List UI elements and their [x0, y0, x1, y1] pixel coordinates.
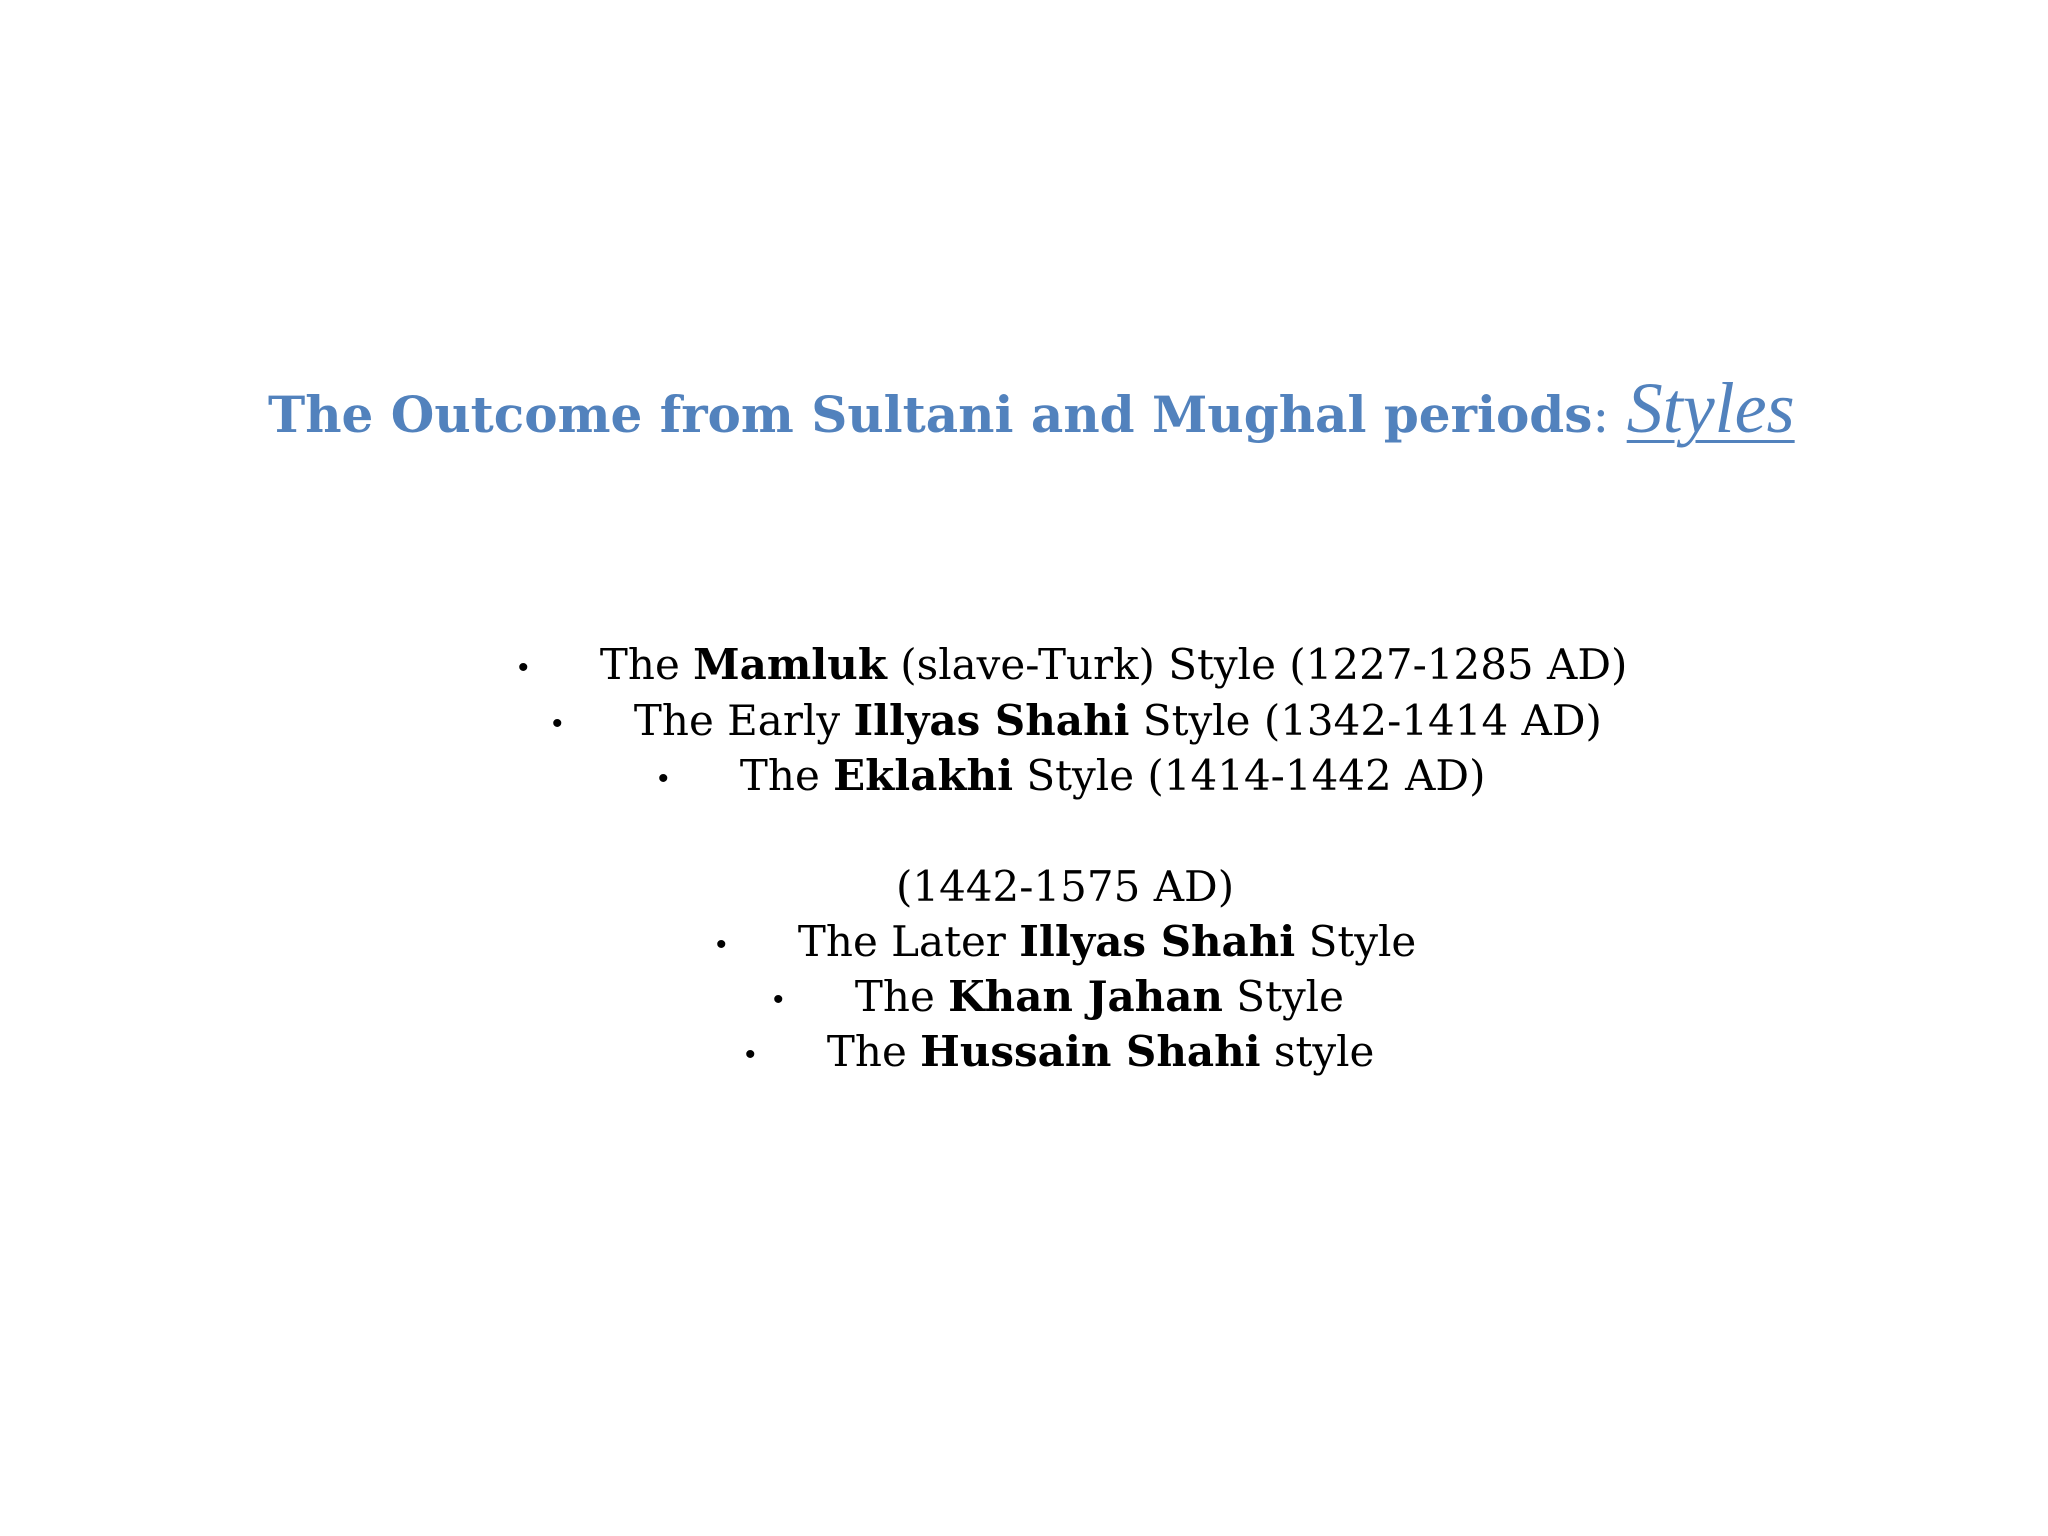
- title-main: The Outcome from Sultani and Mughal periods: [268, 385, 1593, 444]
- bullet-icon: •: [552, 707, 563, 740]
- period-label: (1442-1575 AD): [896, 862, 1235, 911]
- bullet-icon: •: [658, 762, 669, 795]
- list-item-text: The Mamluk (slave-Turk) Style (1227-1285 AD): [599, 640, 1628, 689]
- list-item-eklakhi: [658, 751, 1486, 800]
- bullet-icon: •: [518, 651, 529, 684]
- list-item-khan-jahan: [773, 972, 1344, 1021]
- list-item-later-illyas-shahi: [716, 917, 1417, 966]
- bullet-icon: •: [773, 983, 784, 1016]
- bullet-icon: •: [745, 1038, 756, 1071]
- list-item-text: The Early Illyas Shahi Style (1342-1414 AD): [633, 696, 1602, 745]
- bullet-icon: •: [716, 928, 727, 961]
- title-emphasis-styles: Styles: [1626, 368, 1795, 448]
- list-item-early-illyas-shahi: [552, 696, 1602, 745]
- list-item-hussain-shahi: [745, 1027, 1375, 1076]
- list-item-text: The Later Illyas Shahi Style: [797, 917, 1417, 966]
- list-item-text: The Eklakhi Style (1414-1442 AD): [739, 751, 1486, 800]
- title-colon: :: [1592, 386, 1610, 444]
- slide-title: [268, 368, 1795, 448]
- list-item-mamluk: [518, 640, 1628, 689]
- list-item-text: The Hussain Shahi style: [826, 1027, 1375, 1076]
- list-item-text: The Khan Jahan Style: [854, 972, 1344, 1021]
